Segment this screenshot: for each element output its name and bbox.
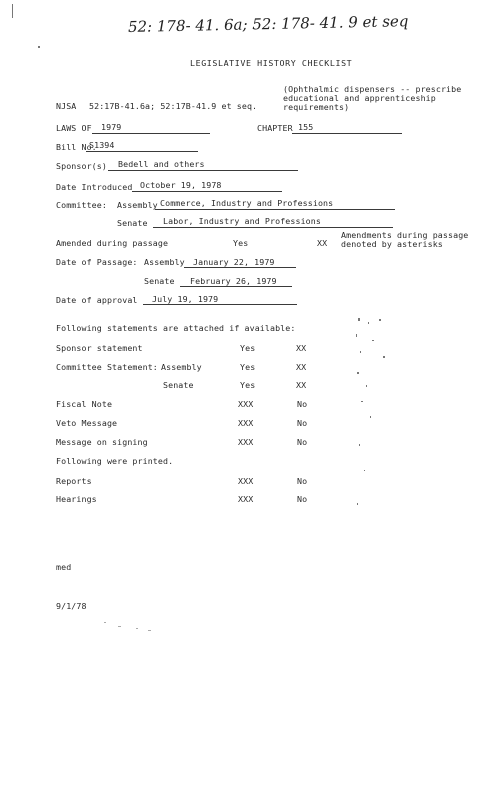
subject-note-line-2: educational and apprenticeship <box>283 93 436 103</box>
scan-speck <box>38 46 40 48</box>
statements-heading: Following statements are attached if available: <box>56 323 296 333</box>
passage-assembly-label: Assembly <box>144 257 185 267</box>
subject-note-line-1: (Ophthalmic dispensers -- prescribe <box>283 84 462 94</box>
sponsors-underline <box>108 170 298 171</box>
sponsors-label: Sponsor(s) <box>56 161 107 171</box>
date-of-approval-label: Date of approval <box>56 295 138 305</box>
date-of-approval-value: July 19, 1979 <box>152 294 219 304</box>
handwritten-citation: 52: 178- 41. 6a; 52: 178- 41. 9 et seq <box>127 12 409 36</box>
passage-assembly-value: January 22, 1979 <box>193 257 275 267</box>
committee-statement-assembly-yes: Yes <box>240 362 256 372</box>
committee-assembly-value: Commerce, Industry and Professions <box>160 198 334 208</box>
date-introduced-label: Date Introduced <box>56 182 133 192</box>
reports-yes: XXX <box>238 476 254 486</box>
chapter-underline <box>292 133 402 134</box>
committee-statement-senate-no: XX <box>296 380 307 390</box>
committee-statement-assembly-no: XX <box>296 362 307 372</box>
amended-note-line-2: denoted by asterisks <box>341 239 443 249</box>
committee-senate-underline <box>153 227 393 228</box>
message-on-signing-yes: XXX <box>238 437 254 447</box>
veto-message-label: Veto Message <box>56 418 118 428</box>
committee-statement-senate-label: Senate <box>163 380 194 390</box>
date-introduced-underline <box>132 191 282 192</box>
laws-of-label: LAWS OF <box>56 123 92 133</box>
scan-mark <box>12 4 13 18</box>
sponsors-value: Bedell and others <box>118 159 205 169</box>
chapter-value: 155 <box>298 122 314 132</box>
message-on-signing-no: No <box>297 437 308 447</box>
njsa-label: NJSA <box>56 101 77 111</box>
passage-senate-label: Senate <box>144 276 175 286</box>
amended-label: Amended during passage <box>56 238 169 248</box>
sponsor-statement-yes: Yes <box>240 343 256 353</box>
committee-statement-label: Committee Statement: <box>56 362 158 372</box>
committee-label: Committee: <box>56 200 107 210</box>
bill-no-label: Bill No. <box>56 142 97 152</box>
committee-senate-label: Senate <box>117 218 148 228</box>
committee-assembly-label: Assembly <box>117 200 158 210</box>
date-of-passage-label: Date of Passage: <box>56 257 138 267</box>
amended-no: XX <box>317 238 328 248</box>
sponsor-statement-no: XX <box>296 343 307 353</box>
message-on-signing-label: Message on signing <box>56 437 148 447</box>
bill-no-underline <box>86 151 198 152</box>
njsa-value: 52:17B-41.6a; 52:17B-41.9 et seq. <box>89 101 258 111</box>
veto-message-yes: XXX <box>238 418 254 428</box>
footer-date: 9/1/78 <box>56 601 87 611</box>
hearings-yes: XXX <box>238 494 254 504</box>
laws-of-underline <box>92 133 210 134</box>
passage-senate-value: February 26, 1979 <box>190 276 277 286</box>
committee-senate-value: Labor, Industry and Professions <box>163 216 321 226</box>
bill-no-value: S1394 <box>89 140 115 150</box>
sponsor-statement-label: Sponsor statement <box>56 343 143 353</box>
committee-statement-assembly-label: Assembly <box>161 362 202 372</box>
date-introduced-value: October 19, 1978 <box>140 180 222 190</box>
committee-statement-senate-yes: Yes <box>240 380 256 390</box>
reports-no: No <box>297 476 308 486</box>
hearings-no: No <box>297 494 308 504</box>
document-title: LEGISLATIVE HISTORY CHECKLIST <box>190 58 353 68</box>
date-of-approval-underline <box>143 304 297 305</box>
fiscal-note-yes: XXX <box>238 399 254 409</box>
laws-of-value: 1979 <box>101 122 122 132</box>
passage-assembly-underline <box>184 267 296 268</box>
subject-note-line-3: requirements) <box>283 102 350 112</box>
fiscal-note-label: Fiscal Note <box>56 399 113 409</box>
amended-note-line-1: Amendments during passage <box>341 230 469 240</box>
passage-senate-underline <box>180 286 292 287</box>
amended-yes: Yes <box>233 238 249 248</box>
veto-message-no: No <box>297 418 308 428</box>
hearings-label: Hearings <box>56 494 97 504</box>
chapter-label: CHAPTER <box>257 123 293 133</box>
committee-assembly-underline <box>155 209 395 210</box>
reports-label: Reports <box>56 476 92 486</box>
footer-initials: med <box>56 562 72 572</box>
fiscal-note-no: No <box>297 399 308 409</box>
printed-heading: Following were printed. <box>56 456 174 466</box>
